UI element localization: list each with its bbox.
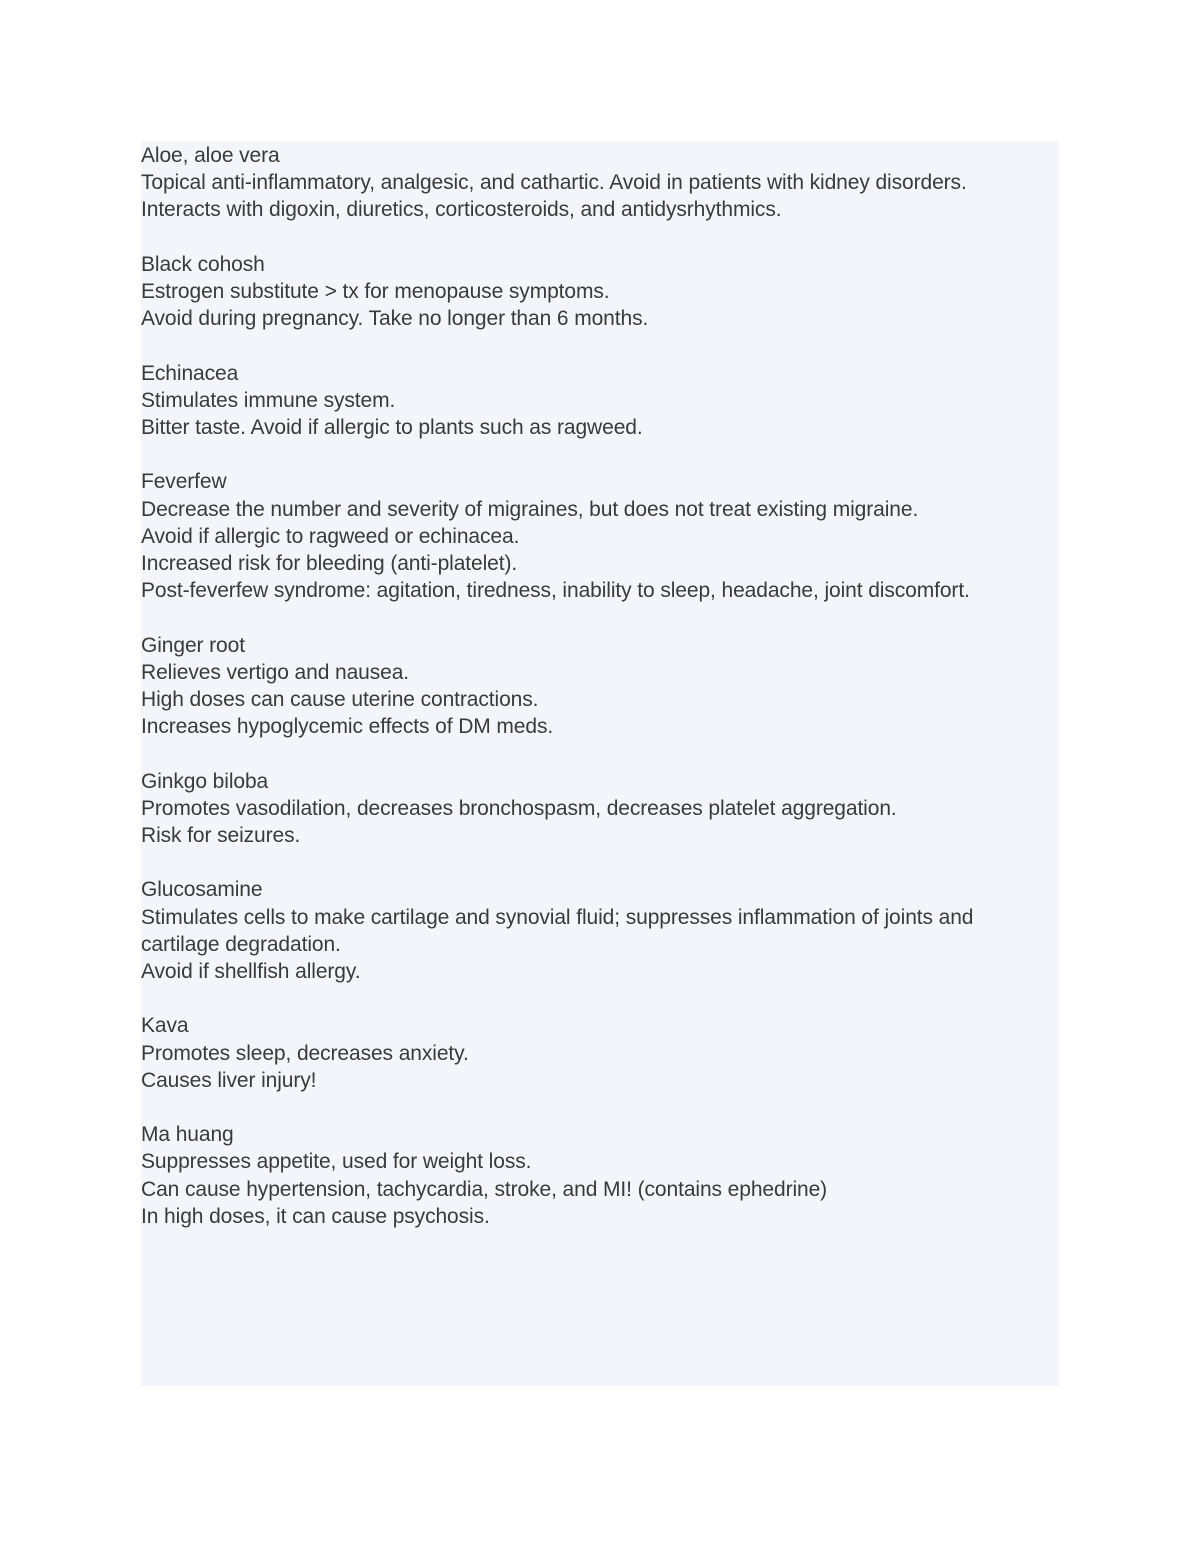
entry-line: Promotes sleep, decreases anxiety. [141, 1041, 469, 1065]
entry-line: Stimulates cells to make cartilage and synovial fluid; suppresses inflammation of joints and cartilage degradation. [141, 905, 974, 956]
entry-line: Can cause hypertension, tachycardia, stroke, and MI! (contains ephedrine) [141, 1177, 828, 1201]
entry-kava [141, 1012, 1051, 1094]
entry-title: Kava [141, 1014, 189, 1038]
entry-glucosamine [141, 876, 1051, 985]
entry-black-cohosh [141, 251, 1051, 333]
entry-line: Increases hypoglycemic effects of DM meds. [141, 715, 554, 739]
entry-line: Decrease the number and severity of migraines, but does not treat existing migraine. [141, 497, 919, 521]
entry-title: Aloe, aloe vera [141, 144, 280, 167]
entry-line: Causes liver injury! [141, 1068, 317, 1092]
entry-line: Risk for seizures. [141, 824, 301, 847]
entry-line: Avoid if allergic to ragweed or echinacea. [141, 524, 520, 548]
entry-title: Echinacea [141, 361, 239, 385]
entry-title: Ginger root [141, 633, 245, 657]
entry-line: Avoid during pregnancy. Take no longer than 6 months. [141, 307, 649, 331]
entry-echinacea [141, 360, 1051, 442]
document-body [141, 142, 1051, 1257]
entry-line: Avoid if shellfish allergy. [141, 960, 361, 983]
entry-ma-huang [141, 1121, 1051, 1230]
entry-aloe [141, 142, 1051, 224]
entry-ginger-root [141, 632, 1051, 741]
entry-line: Relieves vertigo and nausea. [141, 660, 410, 684]
entry-title: Ma huang [141, 1123, 234, 1147]
entry-line: Increased risk for bleeding (anti-platelet). [141, 552, 518, 575]
entry-line: High doses can cause uterine contractions. [141, 688, 539, 711]
entry-title: Feverfew [141, 470, 227, 494]
entry-line: Post-feverfew syndrome: agitation, tiredness, inability to sleep, headache, joint discomfort. [141, 579, 970, 603]
entry-line: Topical anti-inflammatory, analgesic, and cathartic. Avoid in patients with kidney disorders. Interacts with digoxin, diuretics, corticosteroids, and antidysrhythmics. [141, 171, 967, 222]
entry-feverfew [141, 468, 1051, 604]
entry-line: Stimulates immune system. [141, 388, 396, 412]
entry-line: Bitter taste. Avoid if allergic to plants such as ragweed. [141, 416, 643, 439]
entry-ginkgo-biloba [141, 768, 1051, 850]
entry-line: Suppresses appetite, used for weight loss. [141, 1150, 532, 1174]
entry-title: Black cohosh [141, 252, 265, 276]
entry-line: Estrogen substitute > tx for menopause symptoms. [141, 280, 610, 303]
entry-line: In high doses, it can cause psychosis. [141, 1204, 490, 1228]
entry-title: Ginkgo biloba [141, 769, 269, 793]
entry-line: Promotes vasodilation, decreases bronchospasm, decreases platelet aggregation. [141, 796, 897, 820]
entry-title: Glucosamine [141, 878, 263, 902]
